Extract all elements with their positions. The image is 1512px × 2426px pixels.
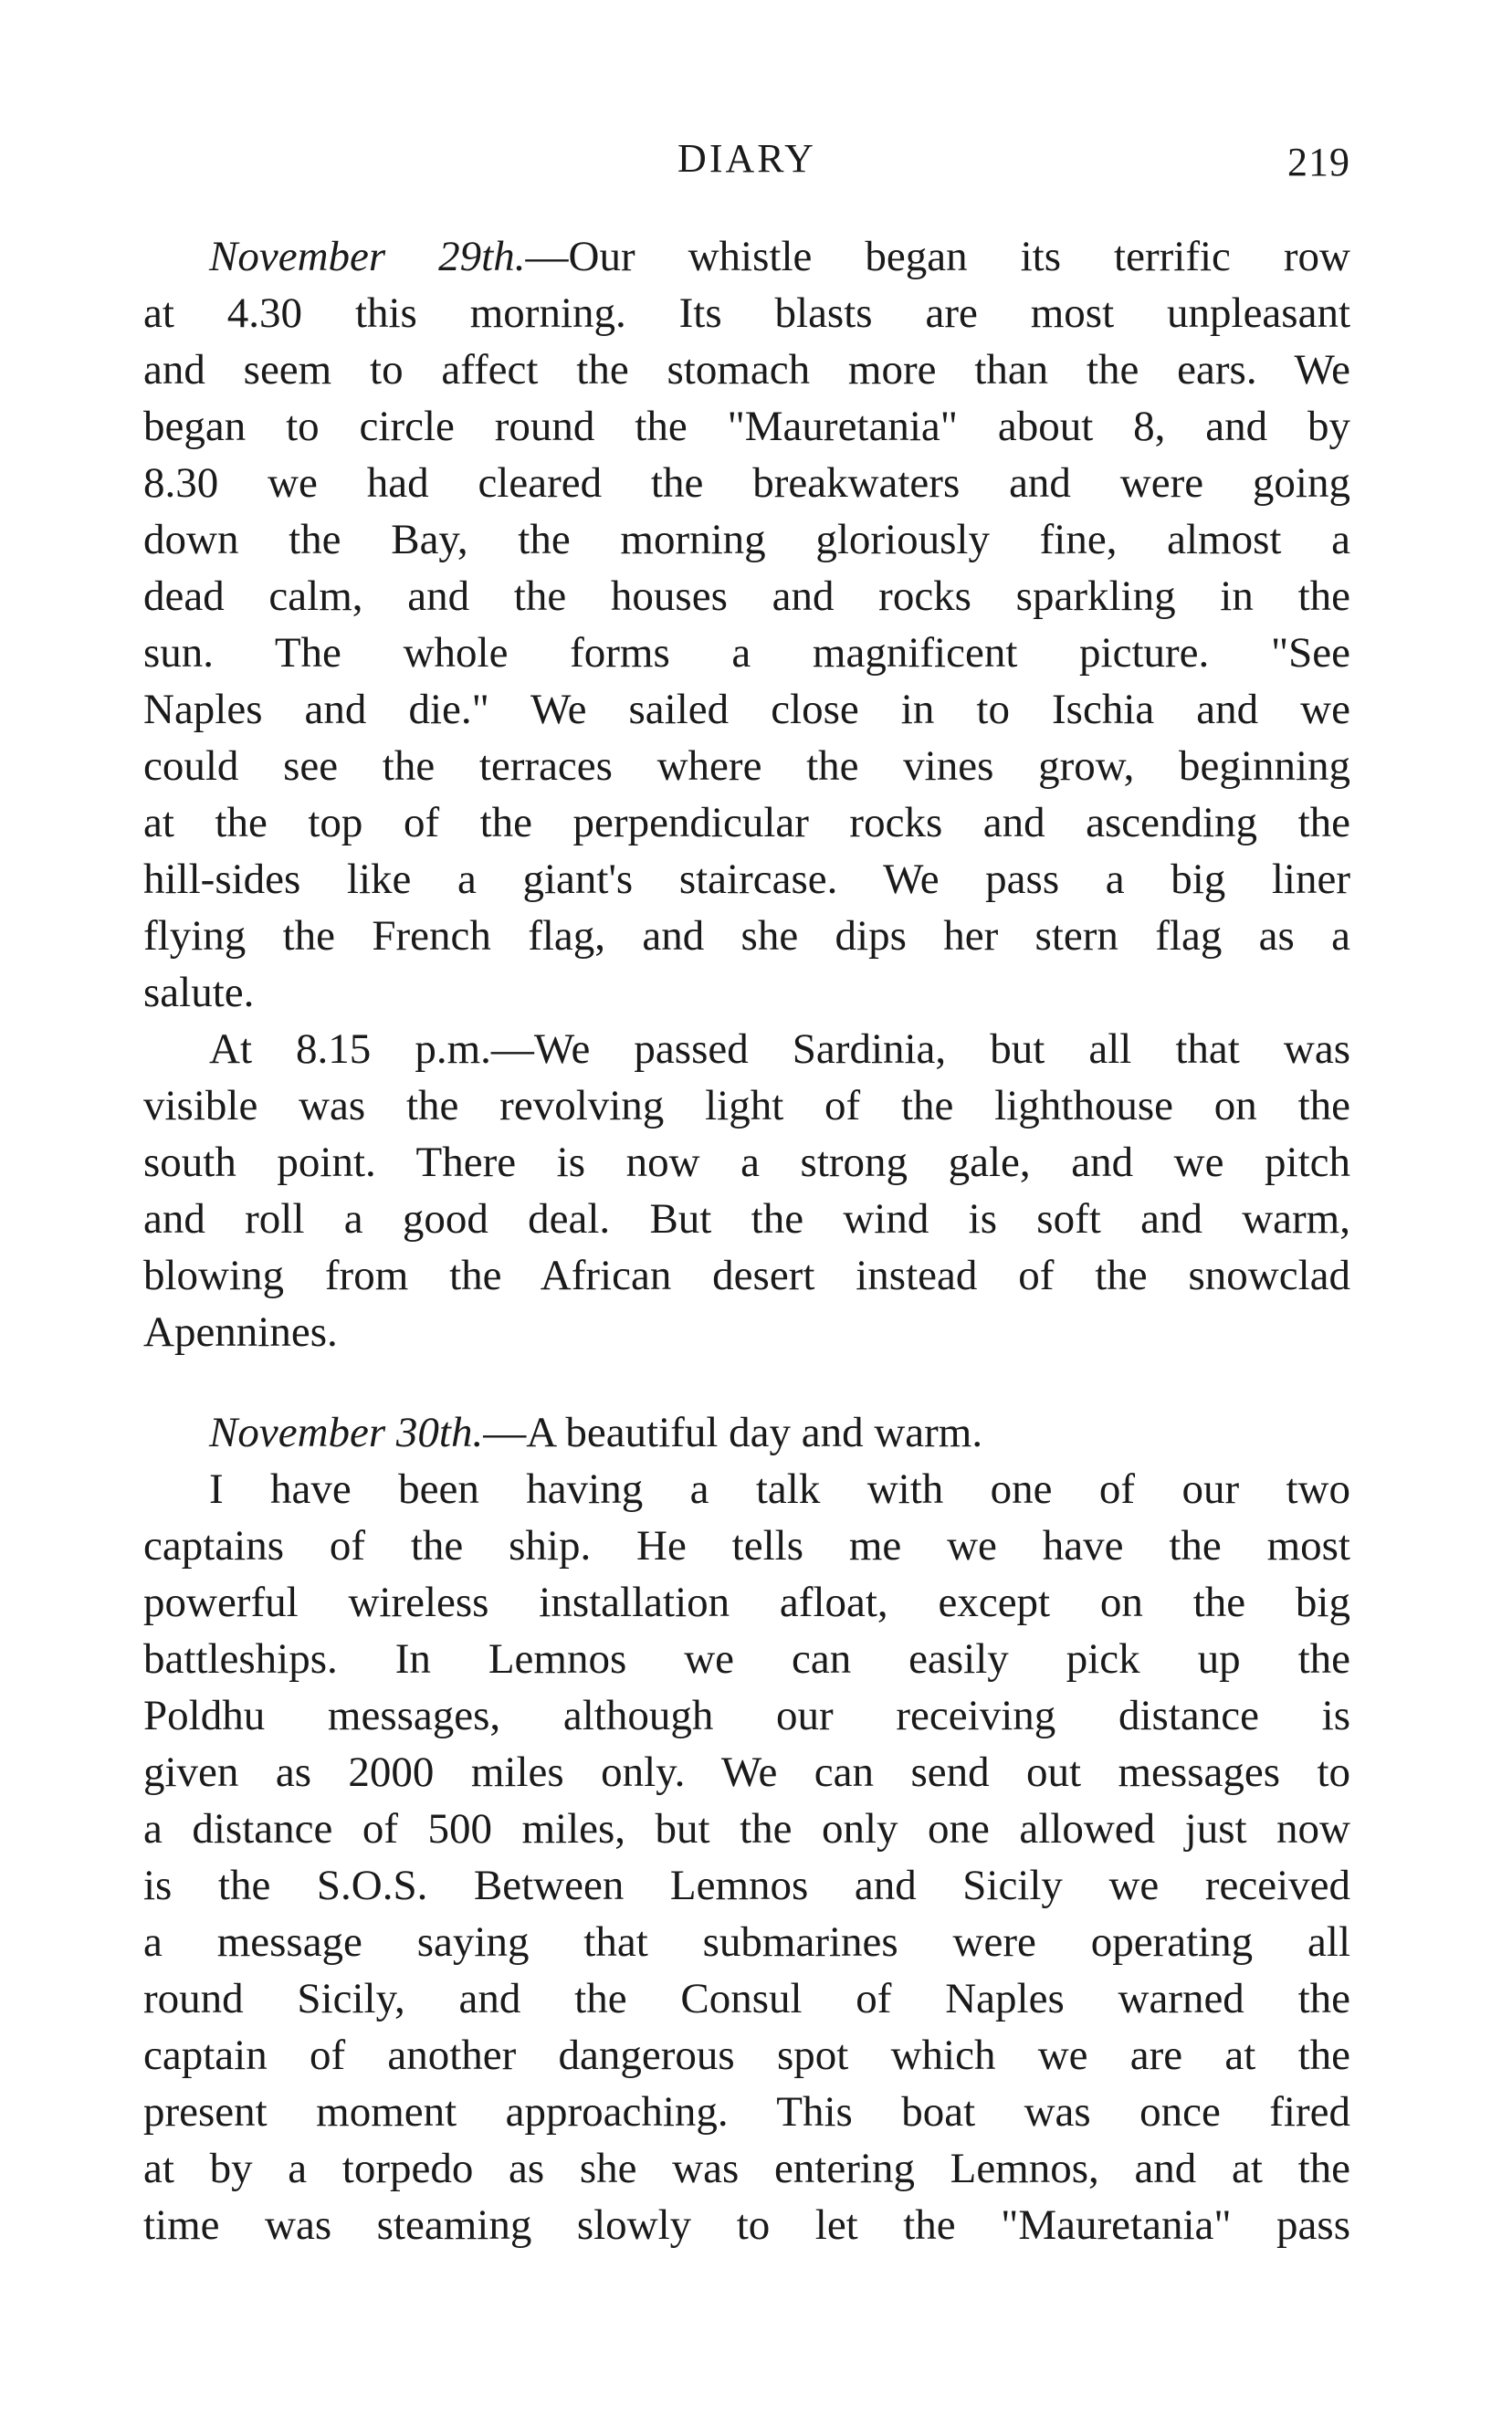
text-line: down the Bay, the morning gloriously fine, almost a [143,516,1350,563]
text-line: captain of another dangerous spot which we are at the [143,2032,1350,2079]
text-line: and seem to affect the stomach more than the ears. We [143,346,1350,394]
body-text [143,228,1350,2253]
running-title: DIARY [677,136,816,181]
text-line: at by a torpedo as she was entering Lemnos, and at the [143,2145,1350,2192]
text-line: battleships. In Lemnos we can easily pick up the [143,1635,1350,1683]
text-line: At 8.15 p.m.—We passed Sardinia, but all that was [209,1025,1350,1073]
text-line: blowing from the African desert instead of the snowclad [143,1252,1350,1299]
entry-date: November 29th. [209,233,526,280]
text-line: is the S.O.S. Between Lemnos and Sicily we received [143,1862,1350,1909]
text-line: Apennines. [143,1308,338,1356]
entry-text: —A beautiful day and warm. [483,1409,983,1456]
text-line: and roll a good deal. But the wind is soft and warm, [143,1195,1350,1243]
text-line: flying the French flag, and she dips her stern flag as a [143,912,1350,960]
text-line: began to circle round the "Mauretania" about 8, and by [143,403,1350,450]
text-line: Poldhu messages, although our receiving distance is [143,1692,1350,1739]
text-line: a message saying that submarines were operating all [143,1918,1350,1966]
text-line: visible was the revolving light of the lighthouse on the [143,1082,1350,1129]
text-line: I have been having a talk with one of our two [209,1465,1350,1513]
text-line: south point. There is now a strong gale, and we pitch [143,1139,1350,1186]
text-line: powerful wireless installation afloat, except on the big [143,1579,1350,1626]
text-line: hill-sides like a giant's staircase. We pass a big liner [143,856,1350,903]
text-line: given as 2000 miles only. We can send out messages to [143,1749,1350,1796]
section-gap [143,1360,1350,1404]
text-line: dead calm, and the houses and rocks sparkling in the [143,572,1350,620]
text-line: could see the terraces where the vines grow, beginning [143,742,1350,790]
text-line: time was steaming slowly to let the "Mauretania" pass [143,2201,1350,2249]
text-line: at the top of the perpendicular rocks and ascending the [143,799,1350,846]
entry-first-line [143,1404,1350,1461]
text-line: round Sicily, and the Consul of Naples warned the [143,1975,1350,2022]
text-line: captains of the ship. He tells me we have the most [143,1522,1350,1570]
entry-text: —Our whistle began its terrific row [525,233,1350,280]
text-line: salute. [143,969,255,1016]
text-line: a distance of 500 miles, but the only one allowed just now [143,1805,1350,1853]
entry-date: November 30th. [209,1409,484,1456]
page-number: 219 [1287,140,1350,184]
entry-first-line [143,228,1350,285]
text-line: at 4.30 this morning. Its blasts are most unpleasant [143,289,1350,337]
running-head [143,135,1350,190]
text-line: 8.30 we had cleared the breakwaters and were going [143,459,1350,507]
text-line: Naples and die." We sailed close in to Ischia and we [143,686,1350,733]
text-line: sun. The whole forms a magnificent picture. "See [143,629,1350,677]
text-line: present moment approaching. This boat was once fired [143,2088,1350,2136]
